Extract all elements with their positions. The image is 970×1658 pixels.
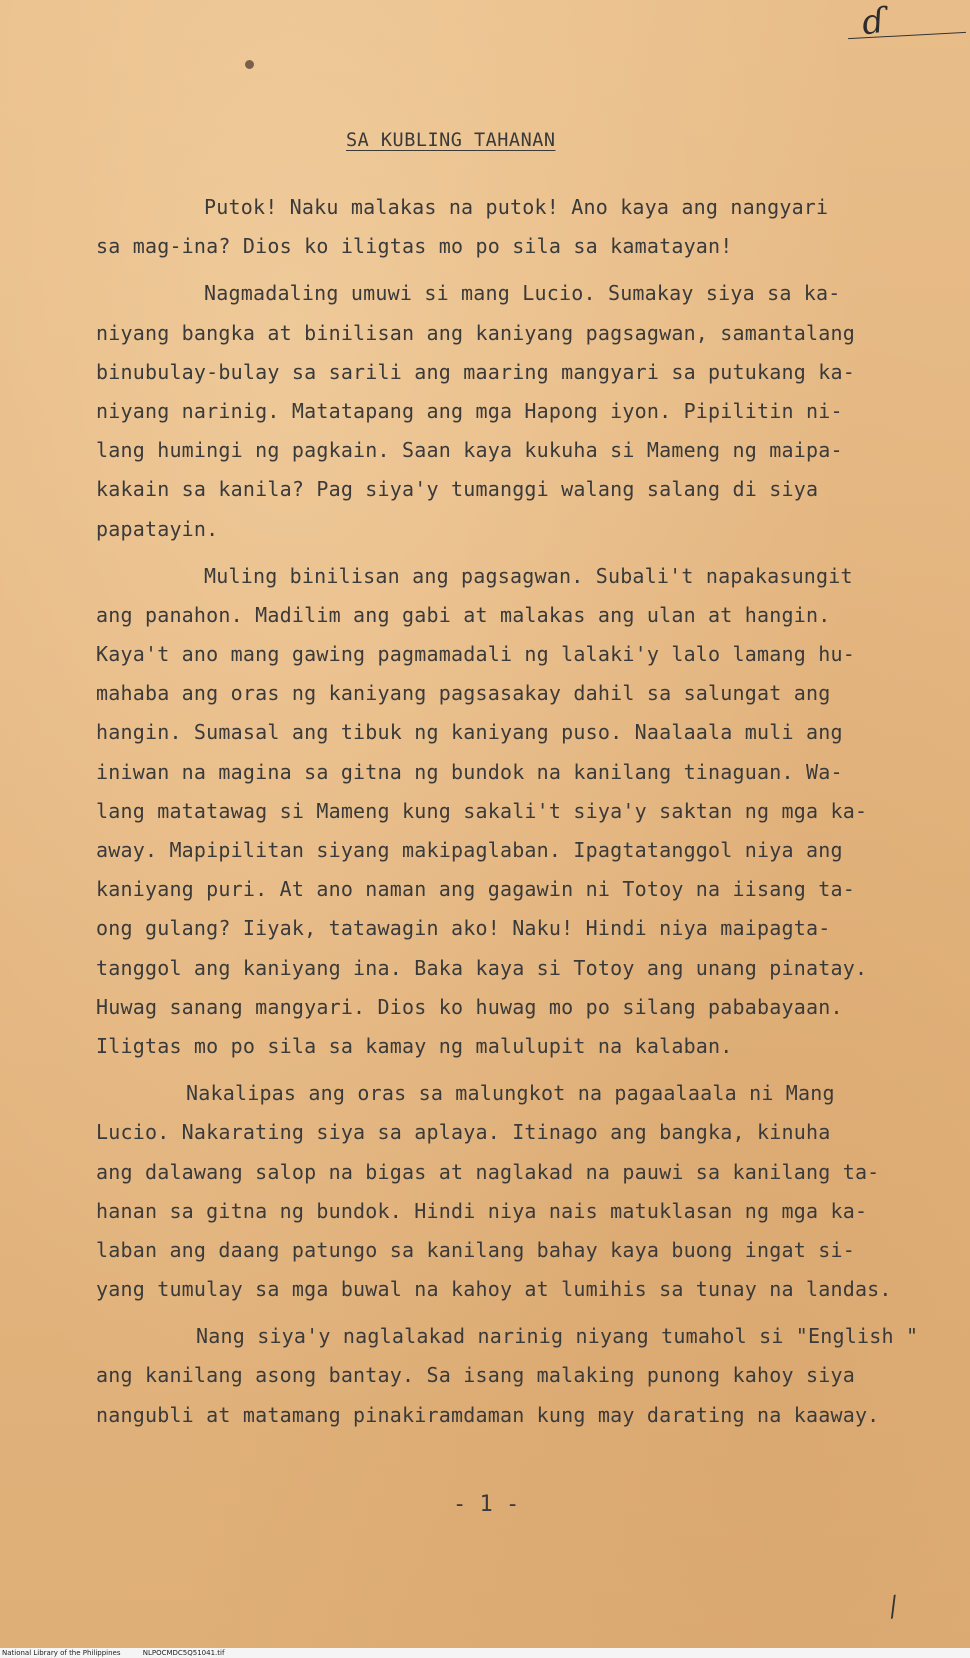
text-line: ang kanilang asong bantay. Sa isang malaking punong kahoy siya: [96, 1363, 855, 1388]
text-line: tanggol ang kaniyang ina. Baka kaya si Totoy ang unang pinatay.: [96, 955, 868, 980]
text-line: away. Mapipilitan siyang makipaglaban. Ipagtatanggol niya ang: [96, 838, 843, 862]
text-line: lang humingi ng pagkain. Saan kaya kukuha si Mameng ng maipa-: [96, 438, 843, 463]
text-line: laban ang daang patungo sa kanilang bahay kaya buong ingat si-: [96, 1237, 855, 1262]
text-line: ang panahon. Madilim ang gabi at malakas ang ulan at hangin.: [96, 602, 831, 627]
body-text: [96, 188, 936, 1435]
text-line: Nakalipas ang oras sa malungkot na pagaalaala ni Mang: [186, 1081, 835, 1106]
text-line: hanan sa gitna ng bundok. Hindi niya nais matuklasan ng mga ka-: [96, 1198, 868, 1223]
text-line: kaniyang puri. At ano naman ang gagawin ni Totoy na iisang ta-: [96, 877, 855, 902]
handwritten-initial: ɗ: [859, 0, 888, 44]
text-line: yang tumulay sa mga buwal na kahoy at lumihis sa tunay na landas.: [96, 1277, 892, 1302]
ink-blot: [245, 60, 254, 69]
text-line: Huwag sanang mangyari. Dios ko huwag mo po silang pababayaan.: [96, 994, 843, 1019]
text-line: Kaya't ano mang gawing pagmamadali ng lalaki'y lalo lamang hu-: [96, 642, 855, 667]
text-line: ang dalawang salop na bigas at naglakad na pauwi sa kanilang ta-: [96, 1159, 880, 1184]
text-line: Lucio. Nakarating siya sa aplaya. Itinago ang bangka, kinuha: [96, 1120, 831, 1145]
text-line: kakain sa kanila? Pag siya'y tumanggi walang salang di siya: [96, 477, 819, 502]
scan-footer: [0, 1648, 970, 1658]
text-line: hangin. Sumasal ang tibuk ng kaniyang puso. Naalaala muli ang: [96, 720, 843, 745]
text-line: ong gulang? Iiyak, tatawagin ako! Naku! Hindi niya maipagta-: [96, 916, 831, 941]
text-line: papatayin.: [96, 516, 219, 541]
text-line: niyang bangka at binilisan ang kaniyang pagsagwan, samantalang: [96, 320, 855, 345]
text-line: binubulay-bulay sa sarili ang maaring mangyari sa putukang ka-: [96, 359, 855, 384]
footer-file-id: NLPOCMDC5Q51041.tif: [142, 1649, 225, 1657]
footer-source: National Library of the Philippines: [2, 1649, 121, 1657]
text-line: mahaba ang oras ng kaniyang pagsasakay dahil sa salungat ang: [96, 681, 831, 706]
check-mark: /: [884, 1591, 903, 1623]
text-line: Putok! Naku malakas na putok! Ano kaya ang nangyari: [204, 195, 829, 219]
text-line: iniwan na magina sa gitna ng bundok na kanilang tinaguan. Wa-: [96, 759, 843, 784]
page-number: - 1 -: [453, 1492, 520, 1517]
text-line: lang matatawag si Mameng kung sakali't siya'y saktan ng mga ka-: [96, 798, 868, 823]
text-line: Muling binilisan ang pagsagwan. Subali't napakasungit: [204, 563, 853, 588]
text-line: Nang siya'y naglalakad narinig niyang tumahol si "English ": [196, 1324, 919, 1349]
text-line: Nagmadaling umuwi si mang Lucio. Sumakay siya sa ka-: [204, 281, 841, 306]
text-line: nangubli at matamang pinakiramdaman kung may darating na kaaway.: [96, 1402, 880, 1427]
text-line: sa mag-ina? Dios ko iligtas mo po sila sa kamatayan!: [96, 234, 733, 259]
text-line: niyang narinig. Matatapang ang mga Hapong iyon. Pipilitin ni-: [96, 398, 843, 423]
text-line: Iligtas mo po sila sa kamay ng malulupit na kalaban.: [96, 1033, 733, 1058]
page-title: SA KUBLING TAHANAN: [346, 130, 556, 151]
